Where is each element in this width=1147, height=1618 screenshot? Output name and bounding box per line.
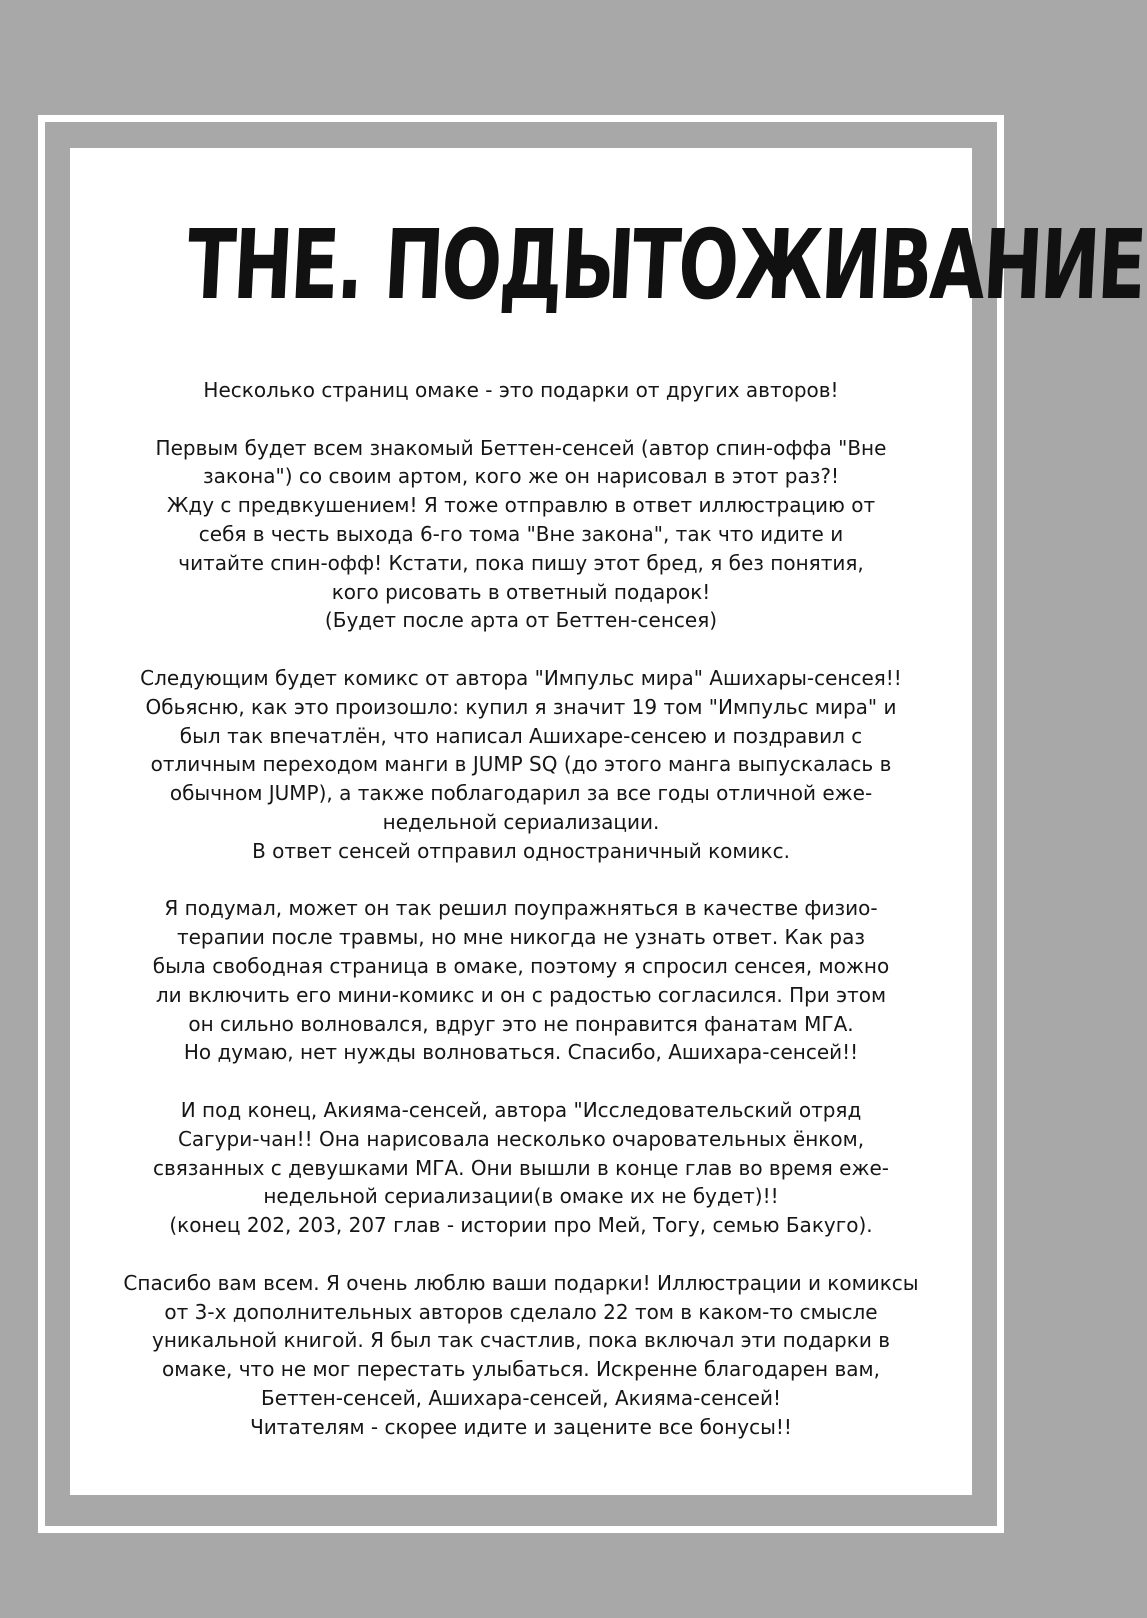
text-line: Но думаю, нет нужды волноваться. Спасибо, Ашихара-сенсей!! <box>183 1040 859 1065</box>
text-line: омаке, что не мог перестать улыбаться. Искренне благодарен вам, <box>162 1357 880 1382</box>
text-line: Беттен-сенсей, Ашихара-сенсей, Акияма-сенсей! <box>261 1385 781 1410</box>
paragraph-thanks <box>88 1269 954 1442</box>
text-line: ли включить его мини-комикс и он с радостью согласился. При этом <box>155 982 887 1007</box>
page-panel <box>70 148 1147 1495</box>
text-line: Читателям - скорее идите и зацените все бонусы!! <box>250 1414 792 1439</box>
text-line: Спасибо вам всем. Я очень люблю ваши подарки! Иллюстрации и комиксы <box>123 1270 919 1295</box>
paragraph-betten <box>88 434 954 636</box>
text-line: отличным переходом манги в JUMP SQ (до этого манга выпускалась в <box>150 752 892 777</box>
paragraph-akiyama <box>88 1096 954 1240</box>
text-line: недельной сериализации(в омаке их не будет)!! <box>263 1184 779 1209</box>
text-line: Несколько страниц омаке - это подарки от других авторов! <box>203 378 839 402</box>
text-line: себя в честь выхода 6-го тома "Вне закона", так что идите и <box>198 521 844 546</box>
text-line: Первым будет всем знакомый Беттен-сенсей (автор спин-оффа "Вне <box>155 435 887 460</box>
text-line: кого рисовать в ответный подарок! <box>331 579 711 604</box>
text-line: (Будет после арта от Беттен-сенсея) <box>324 608 718 633</box>
text-line: был так впечатлён, что написал Ашихаре-сенсею и поздравил с <box>179 723 863 748</box>
text-line: Сагури-чан!! Она нарисовала несколько очаровательных ёнком, <box>177 1126 865 1151</box>
text-line: от 3-х дополнительных авторов сделало 22 том в каком-то смысле <box>164 1299 878 1324</box>
body-text <box>88 376 954 1470</box>
text-line: закона") со своим артом, кого же он нарисовал в этот раз?! <box>202 464 840 489</box>
text-line: он сильно волновался, вдруг это не понравится фанатам МГА. <box>188 1011 854 1036</box>
text-line: Жду с предвкушением! Я тоже отправлю в ответ иллюстрацию от <box>166 493 876 518</box>
text-line: терапии после травмы, но мне никогда не узнать ответ. Как раз <box>176 925 866 950</box>
page-title: THE. ПОДЫТОЖИВАНИЕ <box>184 209 1147 321</box>
text-line: была свободная страница в омаке, поэтому я спросил сенсея, можно <box>152 953 890 978</box>
paragraph-intro <box>88 376 954 405</box>
text-line: Следующим будет комикс от автора "Импульс мира" Ашихары-сенсея!! <box>140 665 902 690</box>
text-line: связанных с девушками МГА. Они вышли в конце глав во время еже- <box>152 1155 890 1180</box>
text-line: обычном JUMP), а также поблагодарил за все годы отличной еже- <box>169 781 873 806</box>
text-line: читайте спин-офф! Кстати, пока пишу этот бред, я без понятия, <box>178 550 864 575</box>
text-line: И под конец, Акияма-сенсей, автора "Исследовательский отряд <box>180 1097 862 1122</box>
text-line: недельной сериализации. <box>382 809 660 834</box>
text-line: В ответ сенсей отправил одностраничный комикс. <box>252 838 790 863</box>
text-line: Обьясню, как это произошло: купил я значит 19 том "Импульс мира" и <box>145 694 897 719</box>
paragraph-therapy <box>88 894 954 1067</box>
text-line: уникальной книгой. Я был так счастлив, пока включал эти подарки в <box>152 1328 890 1353</box>
text-line: (конец 202, 203, 207 глав - истории про Мей, Тогу, семью Бакуго). <box>169 1213 873 1238</box>
paragraph-ashihara <box>88 664 954 866</box>
text-line: Я подумал, может он так решил поупражняться в качестве физио- <box>164 896 878 921</box>
